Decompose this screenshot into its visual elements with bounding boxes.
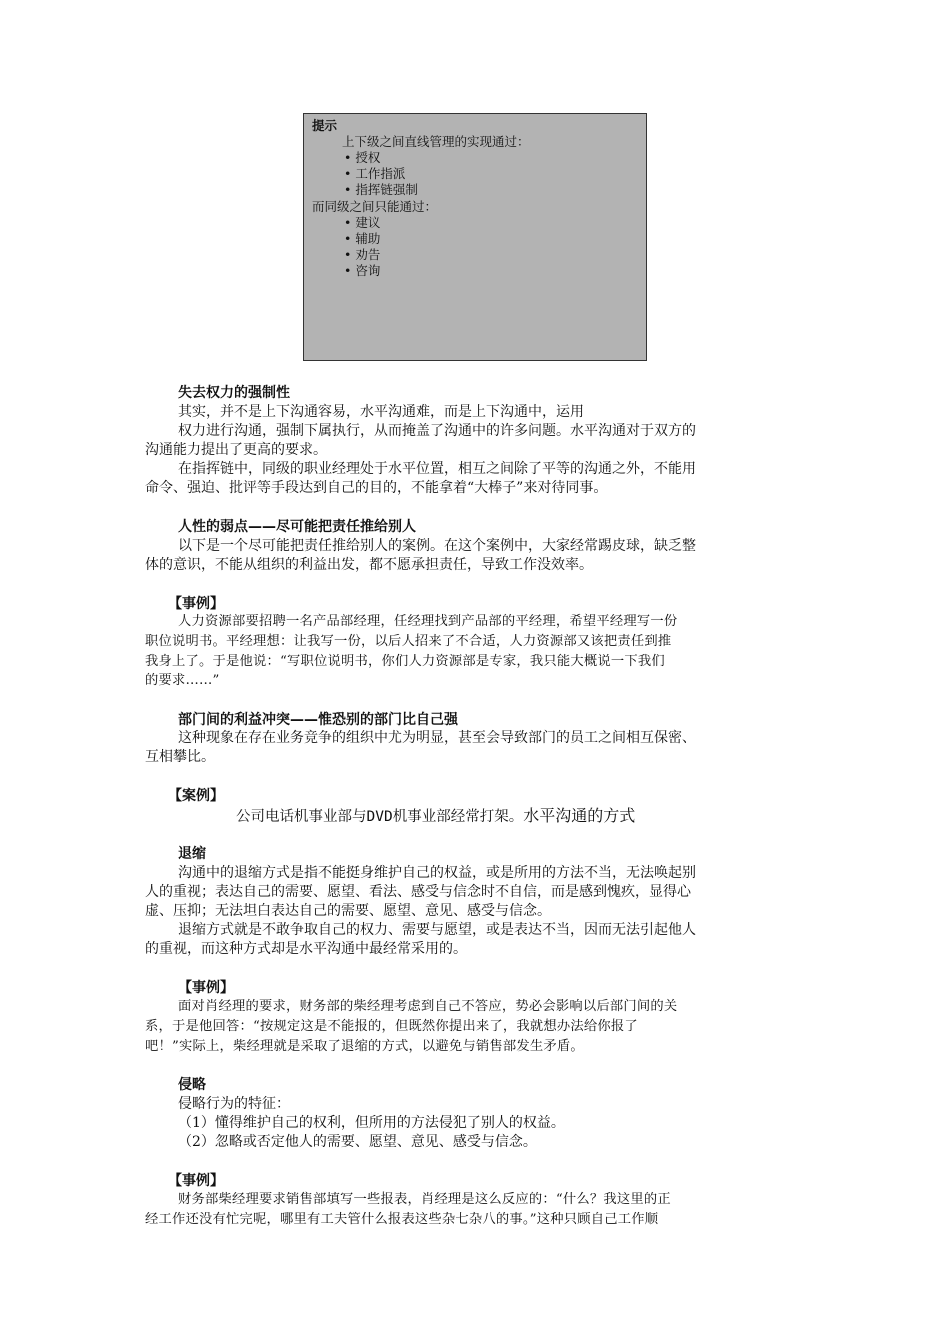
case-line: 系，于是他回答：“按规定这是不能报的，但既然你提出来了，我就想办法给你报了	[145, 1019, 638, 1034]
tip-title: 提示	[312, 118, 338, 133]
case-line: 面对肖经理的要求，财务部的柴经理考虑到自己不答应，势必会影响以后部门间的关	[178, 999, 678, 1014]
case-line: 公司电话机事业部与DVD机事业部经常打架。	[236, 809, 524, 825]
paragraph-line: 人的重视；表达自己的需要、愿望、看法、感受与信念时不自信，而是感到愧疚，显得心	[145, 884, 691, 900]
paragraph-line: 侵略行为的特征：	[178, 1096, 290, 1112]
paragraph-line: 沟通中的退缩方式是指不能挺身维护自己的权益，或是所用的方法不当，无法唤起别	[178, 865, 696, 881]
paragraph-line: 权力进行沟通，强制下属执行，从而掩盖了沟通中的许多问题。水平沟通对于双方的	[178, 423, 696, 439]
section-heading: 失去权力的强制性	[178, 385, 290, 401]
tip-item: • 建议	[344, 215, 381, 230]
paragraph-line: （2）忽略或否定他人的需要、愿望、意见、感受与信念。	[178, 1134, 537, 1150]
case-line: 吧！”实际上，柴经理就是采取了退缩的方式，以避免与销售部发生矛盾。	[145, 1039, 584, 1054]
case-line: 人力资源部要招聘一名产品部经理，任经理找到产品部的平经理，希望平经理写一份	[178, 614, 678, 629]
section-heading: 部门间的利益冲突——惟恐别的部门比自己强	[178, 712, 458, 728]
tip-item: • 授权	[344, 150, 381, 165]
paragraph-line: 退缩方式就是不敢争取自己的权力、需要与愿望，或是表达不当，因而无法引起他人	[178, 922, 696, 938]
case-tag: 【事例】	[168, 1173, 224, 1189]
tip-item: • 指挥链强制	[344, 182, 418, 197]
paragraph-line: 虚、压抑；无法坦白表达自己的需要、愿望、意见、感受与信念。	[145, 903, 551, 919]
tip-item: • 辅助	[344, 231, 381, 246]
case-line: 我身上了。于是他说：“写职位说明书，你们人力资源部是专家，我只能大概说一下我们	[145, 654, 665, 669]
section-heading: 人性的弱点——尽可能把责任推给别人	[178, 519, 416, 535]
tip-item: • 工作指派	[344, 166, 406, 181]
paragraph-line: 的重视，而这种方式却是水平沟通中最经常采用的。	[145, 941, 467, 957]
section-heading: 侵略	[178, 1077, 206, 1093]
tip-item: • 咨询	[344, 263, 381, 278]
paragraph-line: 命令、强迫、批评等手段达到自己的目的，不能拿着“大棒子”来对待同事。	[145, 480, 608, 496]
section-heading: 退缩	[178, 846, 206, 862]
case-tag: 【事例】	[168, 596, 224, 612]
tip-item: • 劝告	[344, 247, 381, 262]
paragraph-line: 其实，并不是上下沟通容易，水平沟通难，而是上下沟通中，运用	[178, 404, 584, 420]
case-line: 的要求……”	[145, 673, 220, 688]
paragraph-line: 以下是一个尽可能把责任推给别人的案例。在这个案例中，大家经常踢皮球，缺乏整	[178, 538, 696, 554]
case-line: 职位说明书。平经理想：让我写一份，以后人招来了不合适，人力资源部又该把责任到推	[145, 634, 672, 649]
paragraph-line: 互相攀比。	[145, 749, 215, 765]
case-line: 经工作还没有忙完呢，哪里有工夫管什么报表这些杂七杂八的事。”这种只顾自己工作顺	[145, 1212, 659, 1227]
case-tag: 【事例】	[178, 980, 234, 996]
section-title-strong: 水平沟通的方式	[523, 806, 636, 825]
paragraph-line: 沟通能力提出了更高的要求。	[145, 442, 327, 458]
tip-intro: 上下级之间直线管理的实现通过：	[342, 134, 530, 149]
case-tag: 【案例】	[168, 788, 224, 804]
paragraph-line: 体的意识，不能从组织的利益出发，都不愿承担责任，导致工作没效率。	[145, 557, 593, 573]
tip-peer-intro: 而同级之间只能通过：	[312, 199, 438, 214]
paragraph-line: （1）懂得维护自己的权利，但所用的方法侵犯了别人的权益。	[178, 1115, 565, 1131]
paragraph-line: 这种现象在存在业务竞争的组织中尤为明显，甚至会导致部门的员工之间相互保密、	[178, 730, 696, 746]
case-line: 财务部柴经理要求销售部填写一些报表，肖经理是这么反应的：“什么？我这里的正	[178, 1192, 671, 1207]
case-line-row	[236, 806, 635, 827]
tip-box	[303, 113, 647, 361]
paragraph-line: 在指挥链中，同级的职业经理处于水平位置，相互之间除了平等的沟通之外，不能用	[178, 461, 696, 477]
